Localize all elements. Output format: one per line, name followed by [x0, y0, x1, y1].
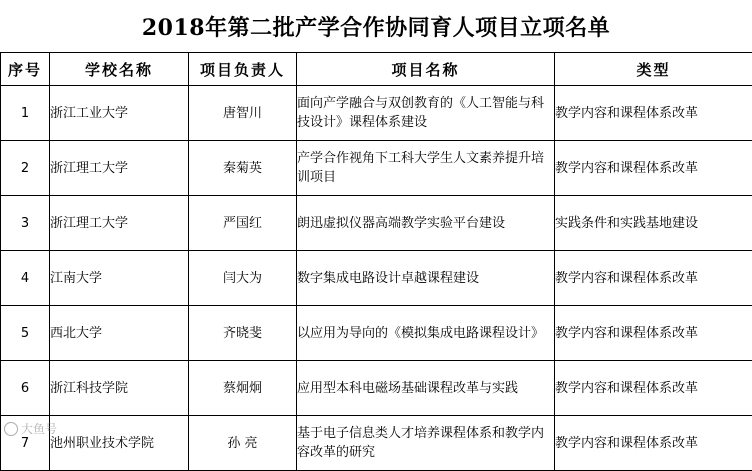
cell-project: 应用型本科电磁场基础课程改革与实践 — [297, 361, 555, 416]
header-school: 学校名称 — [50, 53, 189, 86]
cell-project: 面向产学融合与双创教育的《人工智能与科技设计》课程体系建设 — [297, 86, 555, 141]
cell-school: 浙江科技学院 — [50, 361, 189, 416]
cell-no: 5 — [1, 306, 50, 361]
table-row — [1, 361, 752, 416]
cell-leader: 严国红 — [189, 196, 297, 251]
cell-type: 教学内容和课程体系改革 — [555, 361, 752, 416]
cell-project: 朗迅虚拟仪器高端教学实验平台建设 — [297, 196, 555, 251]
cell-type: 教学内容和课程体系改革 — [555, 251, 752, 306]
cell-type: 教学内容和课程体系改革 — [555, 141, 752, 196]
cell-leader: 孙 亮 — [189, 416, 297, 471]
cell-no: 3 — [1, 196, 50, 251]
watermark-text: 大鱼号 — [21, 420, 57, 437]
project-table — [0, 52, 752, 471]
table-row — [1, 306, 752, 361]
cell-type: 教学内容和课程体系改革 — [555, 416, 752, 471]
cell-project: 基于电子信息类人才培养课程体系和教学内容改革的研究 — [297, 416, 555, 471]
table-row — [1, 86, 752, 141]
cell-type: 实践条件和实践基地建设 — [555, 196, 752, 251]
table-row — [1, 251, 752, 306]
watermark — [4, 420, 57, 437]
cell-school: 西北大学 — [50, 306, 189, 361]
logo-icon — [4, 422, 18, 436]
cell-leader: 唐智川 — [189, 86, 297, 141]
cell-project: 数字集成电路设计卓越课程建设 — [297, 251, 555, 306]
cell-leader: 秦菊英 — [189, 141, 297, 196]
header-project: 项目名称 — [297, 53, 555, 86]
cell-no: 2 — [1, 141, 50, 196]
header-leader: 项目负责人 — [189, 53, 297, 86]
page-title: 2018年第二批产学合作协同育人项目立项名单 — [0, 0, 752, 52]
cell-leader: 蔡炯炯 — [189, 361, 297, 416]
table-header-row — [1, 53, 752, 86]
cell-leader: 齐晓斐 — [189, 306, 297, 361]
cell-type: 教学内容和课程体系改革 — [555, 86, 752, 141]
cell-leader: 闫大为 — [189, 251, 297, 306]
table-row — [1, 196, 752, 251]
cell-project: 以应用为导向的《模拟集成电路课程设计》 — [297, 306, 555, 361]
table-row — [1, 141, 752, 196]
header-type: 类型 — [555, 53, 752, 86]
cell-school: 浙江工业大学 — [50, 86, 189, 141]
cell-no: 6 — [1, 361, 50, 416]
cell-project: 产学合作视角下工科大学生人文素养提升培训项目 — [297, 141, 555, 196]
cell-school: 池州职业技术学院 — [50, 416, 189, 471]
cell-school: 浙江理工大学 — [50, 141, 189, 196]
cell-no: 1 — [1, 86, 50, 141]
cell-school: 浙江理工大学 — [50, 196, 189, 251]
header-no: 序号 — [1, 53, 50, 86]
cell-no: 4 — [1, 251, 50, 306]
cell-school: 江南大学 — [50, 251, 189, 306]
cell-type: 教学内容和课程体系改革 — [555, 306, 752, 361]
cell-no: 7 — [1, 416, 50, 471]
table-row — [1, 416, 752, 471]
